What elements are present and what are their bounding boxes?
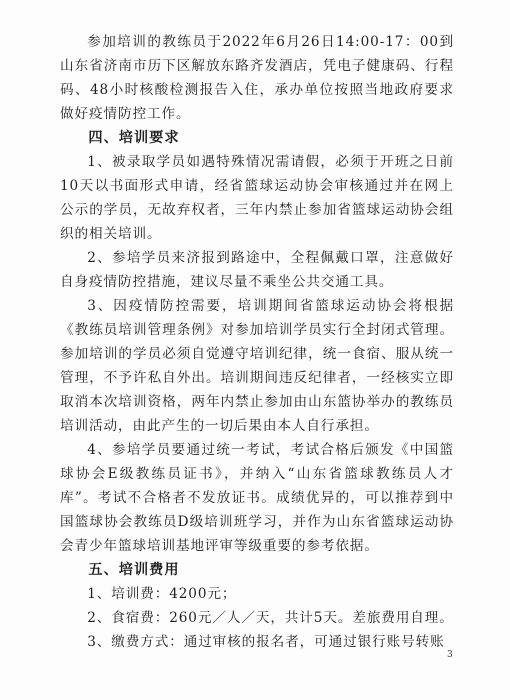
paragraph-checkin: 参加培训的教练员于2022年6月26日14:00-17：00到山东省济南市历下区解放东路齐发酒店，凭电子健康码、行程码、48小时核酸检测报告入住，承办单位按照当地政府要求做好疫情防控工作。 [60,34,454,122]
paragraph-fee-1: 1、培训费：4200元； [87,586,237,602]
section-heading-fees: 五、培训费用 [88,562,180,578]
paragraph-requirement-3: 3、因疫情防控需要，培训期间省篮球运动协会将根据《教练员培训管理条例》对参加培训学员实行全封闭式管理。参加培训的学员必须自觉遵守培训纪律，统一食宿、服从统一管理，不予许私自外出。培训期间违反纪律者，一经核实立即取消本次培训资格，两年内禁止参加由山东篮协举办的教练员培训活动，由此产生的一切后果由本人自行承担。 [60,298,454,434]
page-number: 3 [447,650,453,660]
paragraph-requirement-1: 1、被录取学员如遇特殊情况需请假，必须于开班之日前10天以书面形式申请，经省篮球运动协会审核通过并在网上公示的学员，无故弃权者，三年内禁止参加省篮球运动协会组织的相关培训。 [60,154,454,242]
paragraph-fee-3: 3、缴费方式：通过审核的报名者，可通过银行账号转账 [87,634,445,650]
paragraph-fee-2: 2、食宿费：260元／人／天，共计5天。差旅费用自理。 [87,610,454,626]
paragraph-requirement-2: 2、参培学员来济报到路途中，全程佩戴口罩，注意做好自身疫情防控措施，建议尽量不乘坐公共交通工具。 [60,250,454,290]
document-body [60,30,454,654]
paragraph-requirement-4: 4、参培学员要通过统一考试，考试合格后颁发《中国篮球协会E级教练员证书》，并纳入“山东省篮球教练员人才库”。考试不合格者不发放证书。成绩优异的，可以推荐到中国篮球协会教练员D级培训班学习，并作为山东省篮球运动协会青少年篮球培训基地评审等级重要的参考依据。 [60,442,454,554]
section-heading-requirements: 四、培训要求 [88,130,180,146]
